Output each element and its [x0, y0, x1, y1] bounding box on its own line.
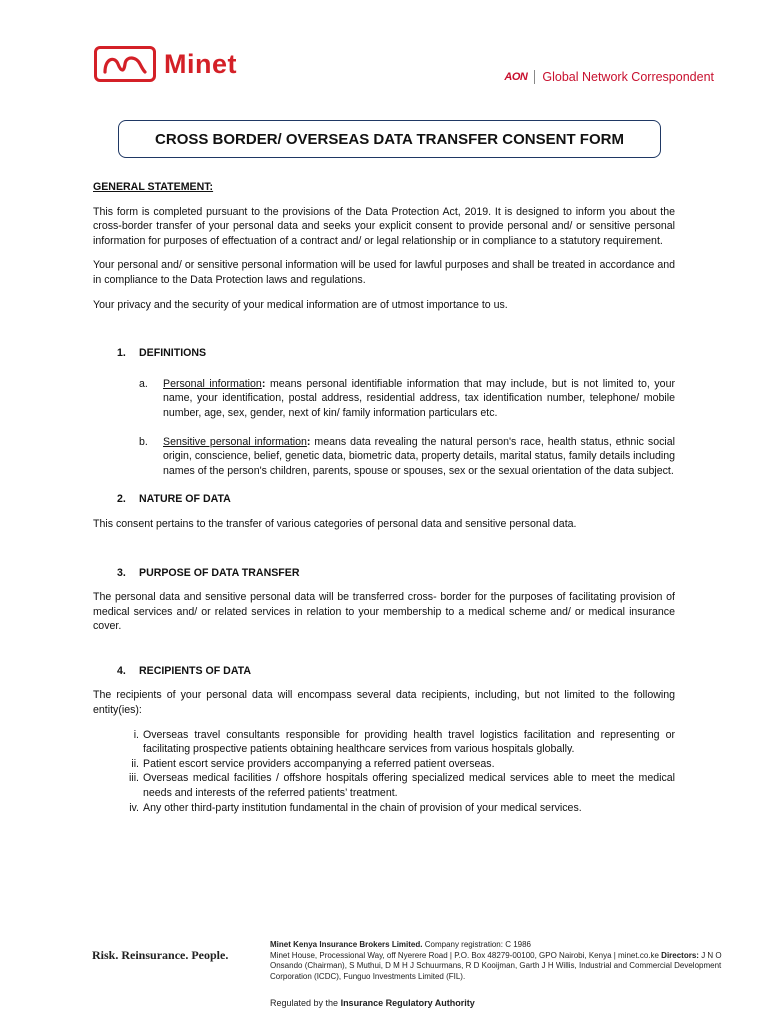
section-nature-heading [117, 492, 675, 507]
definition-item [139, 377, 675, 421]
list-item [123, 801, 675, 816]
item-text: Patient escort service providers accompanying a referred patient overseas. [143, 757, 495, 770]
section-number: 3. [117, 566, 126, 579]
general-paragraph: This form is completed pursuant to the provisions of the Data Protection Act, 2019. It is designed to inform you about the cross-border transfer of your personal data and seeks your explicit consent to provide personal and/ or sensitive personal information for purposes of effectuation of a contract and/ or legal relationship or in compliance to a statutory requirement. [93, 205, 675, 247]
definitions-list [139, 377, 675, 479]
regulator-name: Insurance Regulatory Authority [340, 998, 475, 1008]
item-text: Overseas medical facilities / offshore hospitals offering specialized medical services able to meet the medical needs and interests of the referred patients’ treatment. [143, 772, 675, 800]
section-number: 2. [117, 493, 126, 506]
section-title: DEFINITIONS [139, 347, 207, 360]
colon: : [306, 435, 311, 448]
general-paragraph: Your personal and/ or sensitive personal information will be used for lawful purposes and shall be treated in accordance and in compliance to the Data Protection laws and regulations. [93, 259, 675, 286]
item-letter: b. [139, 435, 148, 448]
item-numeral: iv. [129, 801, 139, 814]
minet-logo [94, 46, 237, 82]
item-numeral: iii. [128, 772, 139, 785]
section-paragraph: This consent pertains to the transfer of various categories of personal data and sensitive personal data. [93, 517, 577, 530]
item-letter: a. [139, 377, 148, 390]
logo-text: Minet [164, 48, 237, 79]
definition-text [163, 435, 675, 479]
definition-body: means personal identifiable information that may include, but is not limited to, your name, your identification, postal address, residential address, tax identification number, telephone/ mobile number, age, sex, gender, next of kin/ family information particulars etc. [163, 377, 675, 419]
company-name: Minet Kenya Insurance Brokers Limited. [270, 940, 423, 949]
list-item [123, 771, 675, 800]
general-statement-heading: GENERAL STATEMENT: [93, 181, 214, 193]
section-purpose-heading [117, 566, 675, 581]
recipients-list [123, 728, 675, 816]
section-number: 1. [117, 347, 126, 360]
regulated-prefix: Regulated by the [270, 998, 341, 1008]
general-paragraph: Your privacy and the security of your medical information are of utmost importance to us. [93, 298, 508, 311]
colon: : [261, 377, 266, 390]
item-text: Overseas travel consultants responsible for providing health travel logistics facilitation and representing or facilitating prospective patients obtaining healthcare services from various hospitals globally. [143, 728, 675, 756]
footer-tagline: Risk. Reinsurance. People. [92, 948, 229, 962]
minet-logo-icon [94, 46, 156, 82]
definition-text [163, 377, 675, 421]
directors-list: J N O Onsando (Chairman), S Muthui, D M H J Schuurmans, R D Kooijman, Garth J H Willis, Industrial and Commercial Development Corporation (ICDC), Funguo Investments Limited (FIL). [270, 950, 722, 981]
section-paragraph: The recipients of your personal data will encompass several data recipients, including, but not limited to the following entity(ies): [93, 689, 675, 717]
section-number: 4. [117, 664, 126, 677]
section-title: RECIPIENTS OF DATA [139, 664, 252, 677]
company-registration: Company registration: C 1986 [422, 940, 531, 949]
list-item [123, 757, 675, 772]
form-title: CROSS BORDER/ OVERSEAS DATA TRANSFER CONSENT FORM [118, 120, 661, 158]
item-text: Any other third-party institution fundamental in the chain of provision of your medical services. [143, 801, 582, 814]
directors-label: Directors: [661, 950, 699, 960]
divider [534, 70, 535, 84]
document-body [93, 180, 675, 815]
section-title: PURPOSE OF DATA TRANSFER [139, 566, 300, 579]
company-info [270, 940, 740, 982]
company-address: Minet House, Processional Way, off Nyerere Road | P.O. Box 48279-00100, GPO Nairobi, Kenya | minet.co.ke [270, 950, 662, 960]
section-definitions-heading [117, 346, 675, 361]
section-paragraph: The personal data and sensitive personal data will be transferred cross- border for the purposes of facilitating provision of medical services and/ or related services in relation to your membership to a medical scheme and/ or medical insurance cover. [93, 591, 675, 633]
item-numeral: ii. [131, 757, 139, 770]
item-numeral: i. [133, 728, 139, 741]
list-item [123, 728, 675, 757]
section-recipients-heading [117, 664, 675, 679]
section-title: NATURE OF DATA [139, 493, 231, 506]
aon-text: Global Network Correspondent [542, 70, 714, 84]
definition-term: Personal information [163, 377, 262, 390]
regulator-line [270, 998, 475, 1008]
definition-term: Sensitive personal information [163, 435, 307, 448]
definition-item [139, 435, 675, 479]
aon-logo-icon: AON [504, 71, 528, 83]
aon-correspondent [504, 70, 714, 84]
definition-body: means data revealing the natural person's race, health status, ethnic social origin, conscience, belief, genetic data, biometric data, property details, marital status, family details including names of the person's children, parents, spouse or spouses, sex or the sexual orientation of the data subject. [163, 435, 676, 477]
